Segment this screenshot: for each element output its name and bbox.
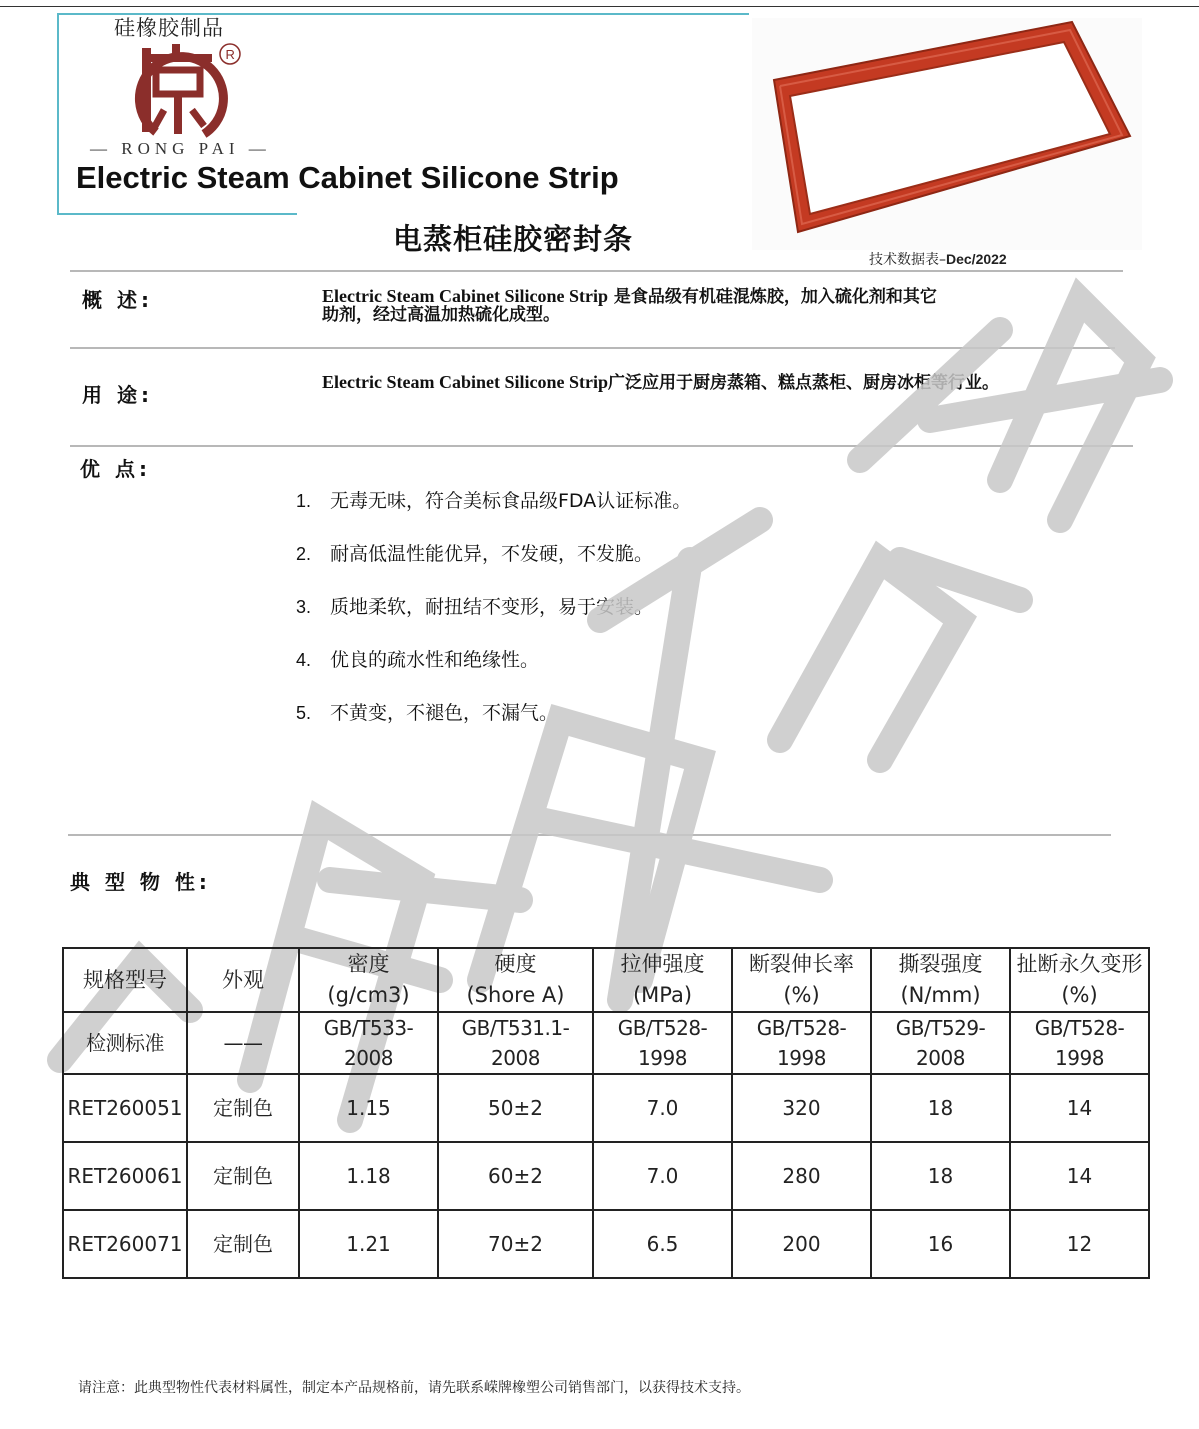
divider xyxy=(70,445,1133,447)
header-title: 撕裂强度 xyxy=(898,952,983,976)
table-standard-cell: GB/T529-2008 xyxy=(871,1012,1010,1074)
header-title: 外观 xyxy=(222,967,264,992)
table-cell: 定制色 xyxy=(187,1210,299,1278)
table-standard-cell: GB/T528-1998 xyxy=(593,1012,732,1074)
advantage-item xyxy=(296,645,539,672)
header-title: 扯断永久变形 xyxy=(1016,952,1143,976)
overview-text xyxy=(322,287,1082,324)
table-standard-cell: GB/T533-2008 xyxy=(299,1012,438,1074)
advantage-text: 质地柔软，耐扭结不变形，易于安装。 xyxy=(330,596,654,618)
header-unit: (Shore A) xyxy=(466,983,565,1007)
page-title-en: Electric Steam Cabinet Silicone Strip xyxy=(76,160,619,195)
advantage-item xyxy=(296,486,691,513)
advantage-number: 2. xyxy=(296,544,312,564)
advantage-number: 3. xyxy=(296,597,312,617)
table-row xyxy=(63,1074,1149,1142)
advantage-number: 4. xyxy=(296,650,312,670)
top-rule xyxy=(0,6,1199,7)
page-title-cn: 电蒸柜硅胶密封条 xyxy=(393,222,634,256)
table-cell: 14 xyxy=(1010,1142,1149,1210)
table-cell: RET260071 xyxy=(63,1210,187,1278)
brand-tagline: 硅橡胶制品 xyxy=(114,16,224,40)
table-header-cell xyxy=(593,948,732,1012)
table-header-cell xyxy=(438,948,593,1012)
table-header-cell xyxy=(187,948,299,1012)
properties-table xyxy=(62,947,1150,1279)
table-row xyxy=(63,1210,1149,1278)
overview-line-2: 助剂，经过高温加热硫化成型。 xyxy=(322,305,560,325)
advantage-text: 优良的疏水性和绝缘性。 xyxy=(330,649,540,671)
table-standard-cell: —— xyxy=(187,1012,299,1074)
silicone-strip-photo xyxy=(752,18,1142,250)
svg-text:R: R xyxy=(225,47,235,62)
header-title: 密度 xyxy=(347,952,390,976)
footer-note: 请注意：此典型物性代表材料属性，制定本产品规格前，请先联系嵘牌橡塑公司销售部门，以获得技术支持。 xyxy=(78,1380,750,1396)
header-title: 拉伸强度 xyxy=(620,952,705,976)
advantage-text: 耐高低温性能优异，不发硬，不发脆。 xyxy=(330,543,654,565)
divider xyxy=(70,270,1123,272)
table-standard-cell: GB/T528-1998 xyxy=(732,1012,871,1074)
advantage-text: 无毒无味，符合美标食品级FDA认证标准。 xyxy=(330,490,692,512)
header-title: 硬度 xyxy=(494,952,537,976)
overview-line-1 xyxy=(322,287,1082,306)
advantage-text: 不黄变，不褪色，不漏气。 xyxy=(330,702,559,724)
table-standard-cell: 检测标准 xyxy=(63,1012,187,1074)
header-title: 规格型号 xyxy=(83,967,167,992)
table-cell: 16 xyxy=(871,1210,1010,1278)
table-standard-cell: GB/T531.1-2008 xyxy=(438,1012,593,1074)
advantage-item xyxy=(296,592,653,619)
advantage-number: 1. xyxy=(296,491,312,511)
usage-text-body: 广泛应用于厨房蒸箱、糕点蒸柜、厨房冰柜等行业。 xyxy=(607,373,999,393)
advantage-number: 5. xyxy=(296,703,312,723)
header-unit: (g/cm3) xyxy=(327,983,410,1007)
overview-product-name: Electric Steam Cabinet Silicone Strip xyxy=(322,286,608,306)
brand-name-en: — RONG PAI — xyxy=(90,139,271,158)
table-cell: 7.0 xyxy=(593,1142,732,1210)
table-cell: RET260051 xyxy=(63,1074,187,1142)
usage-text xyxy=(322,373,1122,392)
table-cell: 60±2 xyxy=(438,1142,593,1210)
table-header-cell xyxy=(1010,948,1149,1012)
table-cell: 50±2 xyxy=(438,1074,593,1142)
table-cell: 7.0 xyxy=(593,1074,732,1142)
table-header-row xyxy=(63,948,1149,1012)
table-cell: 1.15 xyxy=(299,1074,438,1142)
table-cell: 定制色 xyxy=(187,1074,299,1142)
header-title: 断裂伸长率 xyxy=(749,952,854,976)
datasheet-label-text: 技术数据表– xyxy=(869,252,946,268)
table-cell: 320 xyxy=(732,1074,871,1142)
table-cell: 12 xyxy=(1010,1210,1149,1278)
table-cell: 18 xyxy=(871,1142,1010,1210)
overview-line-1-text: 是食品级有机硅混炼胶，加入硫化剂和其它 xyxy=(607,287,937,307)
table-cell: 200 xyxy=(732,1210,871,1278)
advantages-label: 优 点: xyxy=(80,457,151,481)
table-cell: 1.18 xyxy=(299,1142,438,1210)
table-header-cell xyxy=(732,948,871,1012)
usage-product-name: Electric Steam Cabinet Silicone Strip xyxy=(322,372,608,392)
header-unit: (%) xyxy=(783,983,820,1007)
table-header-cell xyxy=(871,948,1010,1012)
table-header-cell xyxy=(63,948,187,1012)
datasheet-date: Dec/2022 xyxy=(946,251,1007,267)
header-unit: (%) xyxy=(1061,983,1098,1007)
table-header-cell xyxy=(299,948,438,1012)
rongpai-logo-icon xyxy=(112,40,247,140)
table-row xyxy=(63,1142,1149,1210)
table-standard-cell: GB/T528-1998 xyxy=(1010,1012,1149,1074)
advantage-item xyxy=(296,539,653,566)
table-cell: 18 xyxy=(871,1074,1010,1142)
table-cell: 6.5 xyxy=(593,1210,732,1278)
header-unit: (N/mm) xyxy=(900,983,981,1007)
divider xyxy=(70,347,1115,349)
table-standards-row xyxy=(63,1012,1149,1074)
table-cell: 定制色 xyxy=(187,1142,299,1210)
table-cell: 1.21 xyxy=(299,1210,438,1278)
table-cell: 280 xyxy=(732,1142,871,1210)
advantage-item xyxy=(296,698,558,725)
header-unit: (MPa) xyxy=(632,983,693,1007)
table-cell: 14 xyxy=(1010,1074,1149,1142)
header-frame-left xyxy=(57,13,59,215)
datasheet-label xyxy=(869,249,1007,269)
usage-label: 用 途: xyxy=(82,383,153,407)
overview-label: 概 述: xyxy=(82,288,153,312)
table-cell: 70±2 xyxy=(438,1210,593,1278)
header-frame-bottom xyxy=(57,213,297,215)
table-cell: RET260061 xyxy=(63,1142,187,1210)
divider xyxy=(68,834,1111,836)
properties-label: 典 型 物 性: xyxy=(70,870,211,894)
